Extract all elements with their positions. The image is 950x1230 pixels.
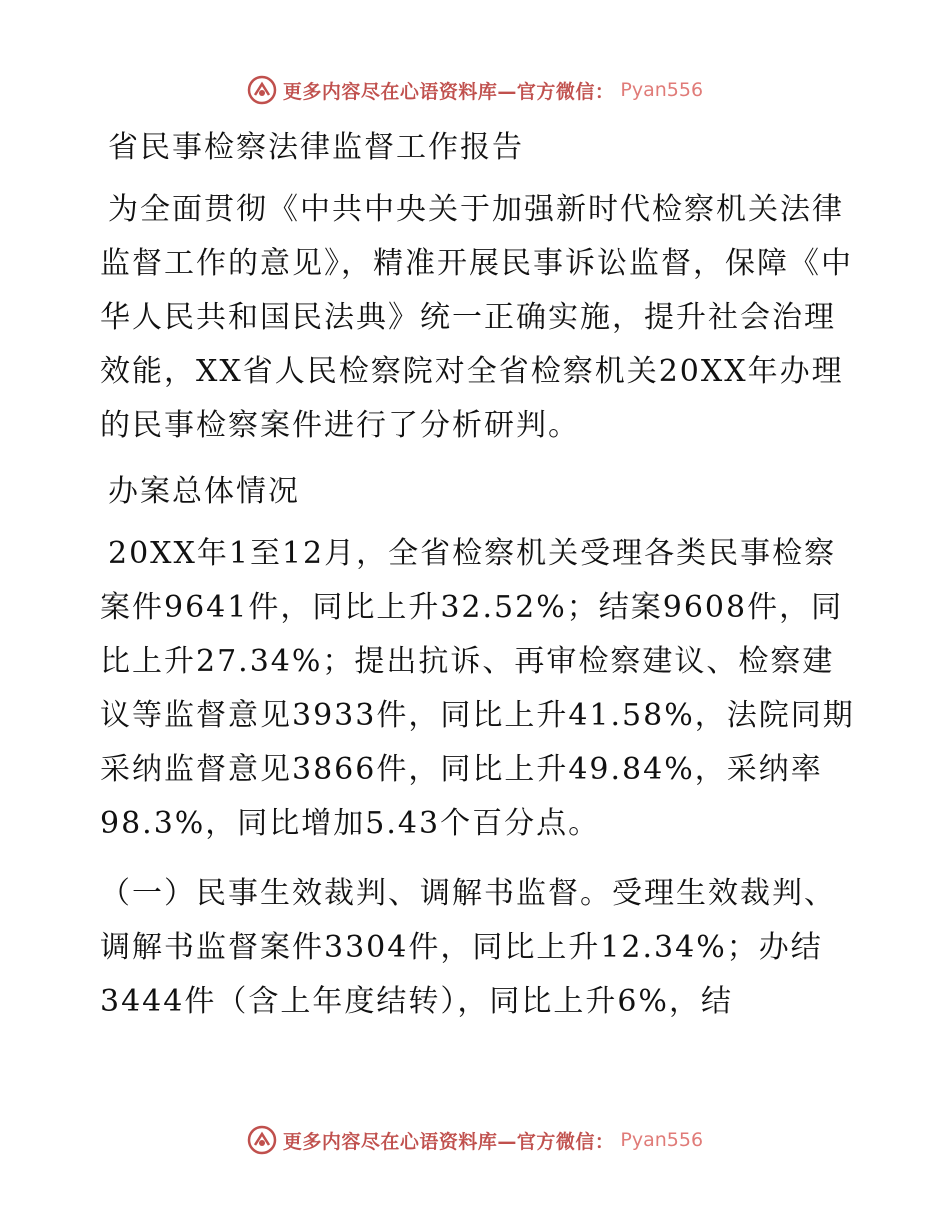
header-banner bbox=[0, 70, 950, 110]
banner-text: 更多内容尽在心语资料库—官方微信： bbox=[282, 80, 615, 103]
footer-banner bbox=[0, 1120, 950, 1160]
subsection-paragraph: （一）民事生效裁判、调解书监督。受理生效裁判、调解书监督案件3304件，同比上升12.34%；办结3444件（含上年度结转），同比上升6%，结 bbox=[100, 876, 836, 1019]
document-body bbox=[100, 125, 860, 1029]
wechat-id: Pyan556 bbox=[620, 79, 704, 101]
logo-icon bbox=[247, 1125, 277, 1155]
logo-icon bbox=[247, 75, 277, 105]
wechat-id: Pyan556 bbox=[620, 1129, 704, 1151]
section-heading: 办案总体情况 bbox=[108, 474, 300, 509]
intro-paragraph: 为全面贯彻《中共中央关于加强新时代检察机关法律监督工作的意见》，精准开展民事诉讼监督，保障《中华人民共和国民法典》统一正确实施，提升社会治理效能，XX省人民检察院对全省检察机关20XX年办理的民事检察案件进行了分析研判。 bbox=[100, 192, 853, 443]
document-title: 省民事检察法律监督工作报告 bbox=[108, 130, 524, 165]
banner-text: 更多内容尽在心语资料库—官方微信： bbox=[282, 1130, 615, 1153]
overview-paragraph: 20XX年1至12月，全省检察机关受理各类民事检察案件9641件，同比上升32.52%；结案9608件，同比上升27.34%；提出抗诉、再审检察建议、检察建议等监督意见3933件，同比上升41.58%，法院同期采纳监督意见3866件，同比上升49.84%，采纳率98.3%，同比增加5.43个百分点。 bbox=[100, 536, 855, 841]
